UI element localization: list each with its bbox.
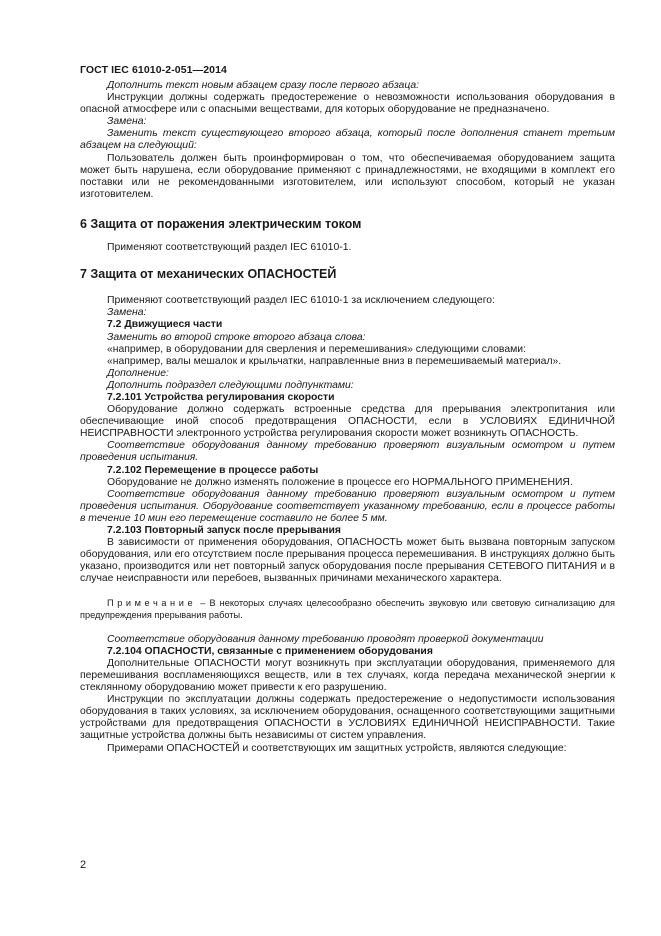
quoted-text: «например, валы мешалок и крыльчатки, направленные вниз в перемешиваемый материал». (107, 355, 562, 367)
note (80, 598, 615, 621)
paragraph: Инструкции по эксплуатации должны содержать предостережение о недопустимости использования оборудования в таких условиях, за исключением оборудования, оснащенного соответствующими защитными устройствами для предотвращения ОПАСНОСТИ в УСЛОВИЯХ ЕДИНИЧНОЙ НЕИСПРАВНОСТИ. Такие защитные устройства должны быть независимы от систем управления. (80, 694, 615, 742)
subsection-7-2-101-heading: 7.2.101 Устройства регулирования скорости (107, 391, 335, 403)
note-label: Примечание (107, 598, 197, 609)
section-6-body: Применяют соответствующий раздел IEC 61010-1. (107, 242, 352, 254)
amendment-instruction: Заменить во второй строке второго абзаца слова: (107, 331, 366, 343)
standard-header: ГОСТ IEC 61010-2-051—2014 (80, 64, 227, 76)
compliance-check: Соответствие оборудования данному требованию проводят проверкой документации (107, 633, 544, 645)
paragraph: Пользователь должен быть проинформирован о том, что обеспечиваемая оборудованием защита может быть нарушена, если оборудование применяют с принадлежностями, не входящими в комплект его поставки или не рекомендованными изготовителем, или используют способом, который не указан изготовителем. (80, 152, 615, 200)
amendment-instruction: Дополнить подраздел следующими подпунктами: (107, 379, 354, 391)
page-content (80, 80, 615, 755)
compliance-check: Соответствие оборудования данному требованию проверяют визуальным осмотром и путем проведения испытания. Оборудование соответствует указанному требованию, если в процессе работы в течение 10 мин его перемещение составило не более 5 мм. (80, 488, 615, 524)
subsection-7-2-103-heading: 7.2.103 Повторный запуск после прерывания (107, 525, 341, 536)
amendment-label: Замена: (107, 307, 147, 319)
subsection-7-2-heading: 7.2 Движущиеся части (107, 319, 223, 331)
subsection-7-2-102-heading: 7.2.102 Перемещение в процессе работы (107, 464, 319, 476)
section-7-heading: 7 Защита от механических ОПАСНОСТЕЙ (80, 267, 337, 282)
page-number: 2 (80, 859, 87, 871)
note-text: – В некоторых случаях целесообразно обеспечить звуковую или световую сигнализацию для предупреждения прерывания работы. (80, 598, 615, 621)
paragraph: Дополнительные ОПАСНОСТИ могут возникнуть при эксплуатации оборудования, применяемого для перемешивания воспламеняющихся веществ, или в тех случаях, когда передача механической энергии к стеклянному оборудованию может привести к его разрушению. (80, 657, 615, 694)
paragraph: Инструкции должны содержать предостережение о невозможности использования оборудования в опасной атмосфере или с опасными веществами, для которых оборудование не предназначено. (80, 92, 615, 116)
amendment-label: Дополнение: (107, 367, 169, 379)
section-6-heading: 6 Защита от поражения электрическим током (80, 216, 362, 231)
quoted-text: «например, в оборудовании для сверления и перемешивания» следующими словами: (107, 343, 526, 355)
amendment-instruction: Заменить текст существующего второго абзаца, который после дополнения станет третьим абзацем на следующий: (80, 128, 615, 152)
subsection-7-2-104-heading: 7.2.104 ОПАСНОСТИ, связанные с применением оборудования (107, 645, 433, 657)
amendment-label: Замена: (107, 116, 147, 128)
amendment-instruction: Дополнить текст новым абзацем сразу после первого абзаца: (107, 80, 420, 91)
paragraph: Оборудование должно содержать встроенные средства для прерывания электропитания или обеспечивающие иной способ предотвращения ОПАСНОСТИ, если в УСЛОВИЯХ ЕДИНИЧНОЙ НЕИСПРАВНОСТИ электронного устройства регулирования скорости может возникнуть ОПАСНОСТЬ. (80, 404, 615, 440)
paragraph: В зависимости от применения оборудования, ОПАСНОСТЬ может быть вызвана повторным запуском оборудования, или его отсутствием после прерывания процесса перемешивания. В инструкциях должно быть указано, производится или нет повторный запуск оборудования после прерывания СЕТЕВОГО ПИТАНИЯ и в случае неисправности или перебоев, вызванных причинами механического характера. (80, 537, 615, 585)
paragraph: Оборудование не должно изменять положение в процессе его НОРМАЛЬНОГО ПРИМЕНЕНИЯ. (107, 476, 573, 488)
paragraph: Примерами ОПАСНОСТЕЙ и соответствующих им защитных устройств, являются следующие: (107, 742, 567, 754)
section-7-body: Применяют соответствующий раздел IEC 61010-1 за исключением следующего: (107, 295, 495, 307)
compliance-check: Соответствие оборудования данному требованию проверяют визуальным осмотром и путем проведения испытания. (80, 440, 615, 464)
